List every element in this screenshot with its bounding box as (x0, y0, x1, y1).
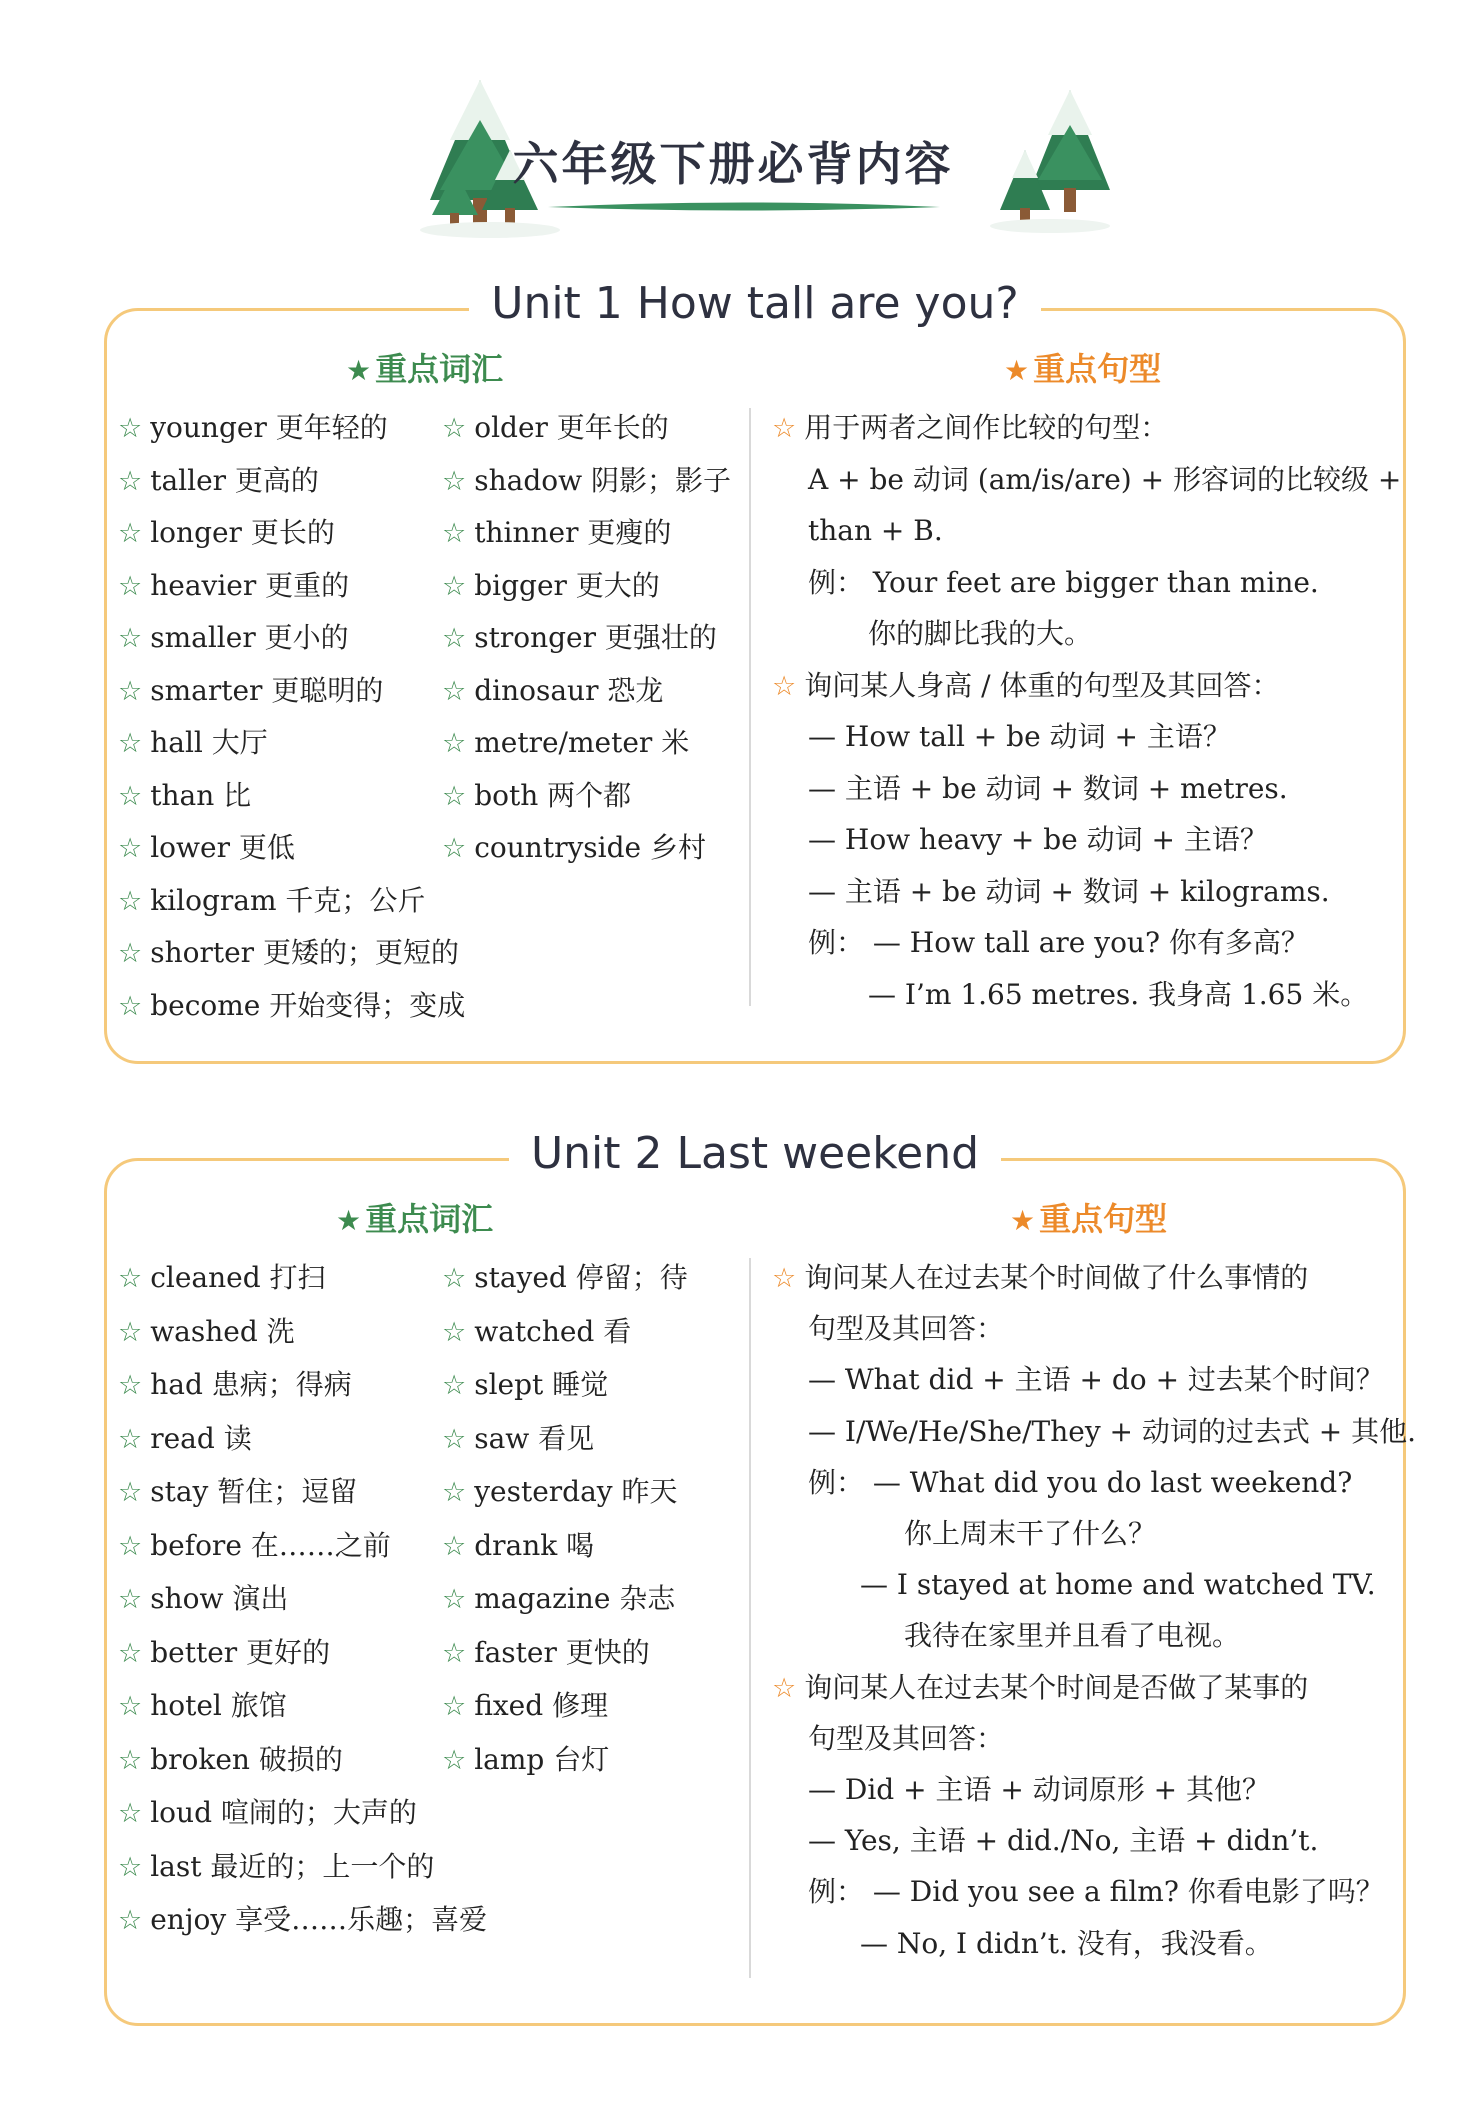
pattern-line (808, 1719, 1004, 1759)
pattern-text: 你的脚比我的大。 (868, 617, 1093, 650)
pattern-line (808, 1412, 1416, 1452)
vocab-text: lamp 台灯 (474, 1742, 610, 1776)
vocab-item (442, 1633, 650, 1674)
vocab-item (118, 513, 335, 554)
vocab-item (442, 1365, 608, 1406)
vocab-text: hotel 旅馆 (150, 1689, 287, 1722)
pattern-title (772, 666, 1279, 707)
title-underline (548, 200, 940, 214)
outline-star-icon: ☆ (442, 1530, 467, 1562)
outline-star-icon: ☆ (442, 780, 467, 812)
outline-star-icon: ☆ (118, 1798, 143, 1829)
vocab-item (118, 1633, 330, 1674)
pattern-text: — I/We/He/She/They + 动词的过去式 + 其他. (808, 1414, 1417, 1448)
outline-star-icon: ☆ (118, 1316, 143, 1348)
vocab-item (118, 933, 459, 974)
outline-star-icon: ☆ (118, 1477, 143, 1508)
solid-star-icon: ★ (1010, 1204, 1036, 1237)
vocab-text: stayed 停留；待 (474, 1261, 688, 1294)
pattern-text: — No, I didn’t. 没有，我没看。 (860, 1926, 1273, 1960)
outline-star-icon: ☆ (118, 1691, 143, 1722)
unit-2-vocab-heading: ★ 重点词汇 (336, 1200, 494, 1238)
vocab-item (118, 828, 295, 869)
pattern-text: — How tall + be 动词 + 主语？ (808, 720, 1231, 753)
page-title: 六年级下册必背内容 (512, 137, 954, 191)
outline-star-icon: ☆ (118, 465, 143, 497)
vocab-item (118, 1740, 343, 1781)
outline-star-icon: ☆ (118, 885, 143, 917)
vocab-text: magazine 杂志 (474, 1582, 676, 1615)
vocab-item (118, 1793, 417, 1834)
outline-star-icon: ☆ (118, 990, 143, 1022)
vocab-text: smarter 更聪明的 (150, 673, 384, 707)
vocab-item (118, 776, 251, 817)
vocab-item (442, 461, 731, 502)
vocab-item (118, 881, 425, 922)
pattern-line (868, 975, 1368, 1015)
pattern-line (808, 872, 1330, 912)
vocab-text: washed 洗 (150, 1314, 295, 1348)
pattern-text: 询问某人身高 / 体重的句型及其回答： (804, 668, 1280, 702)
vocab-text: shadow 阴影；影子 (474, 463, 731, 497)
pattern-text: 询问某人在过去某个时间是否做了某事的 (804, 1670, 1309, 1704)
vocab-text: stay 暂住；逗留 (150, 1475, 358, 1508)
vocab-text: watched 看 (474, 1314, 632, 1348)
vocab-text: metre/meter 米 (474, 726, 690, 759)
vocab-item (442, 1579, 675, 1620)
outline-star-icon: ☆ (118, 1263, 143, 1294)
pattern-text: than + B. (808, 514, 943, 547)
vocab-item (442, 1312, 631, 1353)
pattern-text: — I’m 1.65 metres. 我身高 1.65 米。 (868, 977, 1369, 1011)
outline-star-icon: ☆ (442, 1263, 467, 1294)
pattern-text: 用于两者之间作比较的句型： (804, 411, 1169, 444)
pattern-line (808, 1821, 1318, 1861)
vocab-item (442, 566, 660, 607)
vocab-item (118, 1686, 287, 1727)
outline-star-icon: ☆ (442, 518, 467, 549)
vocab-text: fixed 修理 (474, 1689, 609, 1722)
vocab-text: show 演出 (150, 1582, 289, 1615)
outline-star-icon: ☆ (772, 1263, 797, 1294)
pattern-title (772, 1668, 1308, 1709)
vocab-text: smaller 更小的 (150, 621, 349, 654)
pattern-line (808, 1872, 1384, 1912)
outline-star-icon: ☆ (118, 1905, 143, 1936)
solid-star-icon: ★ (336, 1204, 362, 1237)
pattern-text: — 主语 + be 动词 + 数词 + kilograms. (808, 874, 1330, 908)
vocab-item (442, 618, 717, 659)
outline-star-icon: ☆ (118, 1370, 143, 1401)
outline-star-icon: ☆ (442, 1691, 467, 1722)
unit-2-section (104, 1128, 1417, 2048)
outline-star-icon: ☆ (118, 570, 143, 602)
unit-2-pattern-heading: ★ 重点句型 (1010, 1200, 1168, 1238)
pattern-text: 句型及其回答： (808, 1721, 1005, 1755)
outline-star-icon: ☆ (118, 1637, 143, 1669)
vocab-text: bigger 更大的 (474, 568, 660, 602)
vocab-item (118, 1312, 295, 1353)
vocab-item (118, 566, 349, 607)
vocab-item (442, 1526, 594, 1567)
vocab-item (442, 1258, 688, 1299)
outline-star-icon: ☆ (442, 570, 467, 602)
unit-1-pattern-heading: ★ 重点句型 (1004, 350, 1162, 388)
pattern-text: 例： Your feet are bigger than mine. (808, 565, 1319, 599)
vocab-item (118, 461, 319, 502)
vocab-item (118, 986, 465, 1027)
unit-2-divider (749, 1258, 751, 1978)
vocab-item (118, 1472, 357, 1513)
vocab-text: drank 喝 (474, 1528, 595, 1562)
vocab-text: cleaned 打扫 (150, 1261, 326, 1294)
outline-star-icon: ☆ (118, 1530, 143, 1562)
pattern-text: — I stayed at home and watched TV. (860, 1568, 1376, 1602)
outline-star-icon: ☆ (442, 675, 467, 707)
vocab-text: read 读 (150, 1421, 252, 1455)
vocab-text: heavier 更重的 (150, 568, 350, 602)
pattern-text: — Did + 主语 + 动词原形 + 其他？ (808, 1773, 1271, 1806)
vocab-text: younger 更年轻的 (150, 411, 388, 444)
pattern-line (808, 1360, 1384, 1400)
pattern-text: 询问某人在过去某个时间做了什么事情的 (804, 1261, 1309, 1294)
outline-star-icon: ☆ (442, 1423, 467, 1455)
pattern-text: 你上周末干了什么？ (904, 1517, 1157, 1550)
unit-1-section (104, 278, 1406, 1078)
vocab-item (442, 1740, 609, 1781)
outline-star-icon: ☆ (118, 728, 143, 759)
vocab-text: faster 更快的 (474, 1635, 650, 1669)
vocab-item (118, 1579, 288, 1620)
pattern-text: 句型及其回答： (808, 1312, 1005, 1346)
pattern-line (808, 460, 1401, 500)
vocab-text: taller 更高的 (150, 463, 319, 497)
vocab-item (118, 408, 388, 449)
outline-star-icon: ☆ (442, 728, 467, 759)
vocab-text: broken 破损的 (150, 1742, 343, 1776)
pattern-text: 例： — Did you see a film? 你看电影了吗？ (808, 1875, 1384, 1909)
outline-star-icon: ☆ (442, 1370, 467, 1401)
vocab-item (442, 408, 669, 449)
vocab-text: both 两个都 (474, 778, 632, 812)
pattern-line (808, 1309, 1004, 1349)
vocab-item (442, 671, 663, 712)
pattern-line (868, 614, 1092, 654)
vocab-item (442, 1686, 608, 1727)
solid-star-icon: ★ (1004, 354, 1030, 387)
vocab-item (118, 1419, 252, 1460)
vocab-item (442, 1472, 678, 1513)
outline-star-icon: ☆ (118, 1584, 143, 1615)
pattern-line (808, 1463, 1352, 1503)
outline-star-icon: ☆ (442, 1744, 467, 1776)
outline-star-icon: ☆ (772, 1672, 797, 1704)
vocab-item (442, 513, 671, 554)
vocab-text: countryside 乡村 (474, 831, 706, 864)
pattern-line (808, 511, 943, 551)
pattern-line (808, 820, 1268, 860)
pattern-title (772, 408, 1168, 449)
vocab-text: enjoy 享受……乐趣；喜爱 (150, 1903, 488, 1936)
vocab-item (442, 1419, 594, 1460)
outline-star-icon: ☆ (118, 413, 143, 444)
vocab-item (118, 1365, 352, 1406)
vocab-text: shorter 更矮的；更短的 (150, 936, 459, 969)
vocab-text: slept 睡觉 (474, 1368, 609, 1401)
vocab-item (442, 723, 689, 764)
outline-star-icon: ☆ (118, 1851, 143, 1883)
vocab-item (118, 1847, 434, 1888)
pattern-line (860, 1924, 1273, 1964)
outline-star-icon: ☆ (442, 1637, 467, 1669)
vocab-text: dinosaur 恐龙 (474, 673, 664, 707)
vocab-text: yesterday 昨天 (474, 1475, 678, 1508)
vocab-text: stronger 更强壮的 (474, 621, 717, 654)
outline-star-icon: ☆ (772, 670, 797, 702)
outline-star-icon: ☆ (118, 1423, 143, 1455)
outline-star-icon: ☆ (442, 833, 467, 864)
pattern-line (860, 1565, 1376, 1605)
vocab-text: become 开始变得；变成 (150, 988, 466, 1022)
outline-star-icon: ☆ (442, 1477, 467, 1508)
pattern-text: — 主语 + be 动词 + 数词 + metres. (808, 771, 1288, 805)
outline-star-icon: ☆ (118, 833, 143, 864)
pattern-text: — How heavy + be 动词 + 主语？ (808, 823, 1268, 856)
vocab-text: kilogram 千克；公斤 (150, 883, 426, 917)
vocab-text: thinner 更瘦的 (474, 516, 672, 549)
vocab-text: hall 大厅 (150, 726, 268, 759)
vocab-item (442, 828, 706, 869)
vocab-text: older 更年长的 (474, 411, 669, 444)
pattern-line (808, 563, 1319, 603)
vocab-text: than 比 (150, 778, 252, 812)
vocab-item (118, 1526, 391, 1567)
pattern-text: 例： — How tall are you? 你有多高？ (808, 926, 1309, 959)
outline-star-icon: ☆ (118, 623, 143, 654)
page-header (0, 0, 1466, 260)
pattern-text: — Yes, 主语 + did./No, 主语 + didn’t. (808, 1824, 1319, 1858)
vocab-item (118, 618, 349, 659)
outline-star-icon: ☆ (118, 675, 143, 707)
vocab-item (442, 776, 631, 817)
vocab-item (118, 1900, 487, 1941)
vocab-text: saw 看见 (474, 1421, 595, 1455)
pattern-text: 我待在家里并且看了电视。 (904, 1619, 1241, 1653)
unit-1-heading: Unit 1 How tall are you? (104, 278, 1406, 329)
pattern-text: A + be 动词 (am/is/are) + 形容词的比较级 + (808, 462, 1402, 496)
outline-star-icon: ☆ (442, 413, 467, 444)
vocab-item (118, 671, 383, 712)
vocab-item (118, 1258, 326, 1299)
pattern-title (772, 1258, 1308, 1299)
unit-1-divider (749, 408, 751, 1006)
outline-star-icon: ☆ (118, 938, 143, 969)
vocab-text: longer 更长的 (150, 516, 335, 549)
outline-star-icon: ☆ (118, 518, 143, 549)
outline-star-icon: ☆ (118, 780, 143, 812)
outline-star-icon: ☆ (442, 465, 467, 497)
vocab-text: better 更好的 (150, 1635, 331, 1669)
outline-star-icon: ☆ (772, 413, 797, 444)
outline-star-icon: ☆ (118, 1744, 143, 1776)
pattern-line (904, 1514, 1156, 1554)
pattern-text: 例： — What did you do last weekend? (808, 1465, 1353, 1499)
outline-star-icon: ☆ (442, 623, 467, 654)
pattern-line (904, 1616, 1240, 1656)
pattern-line (808, 769, 1288, 809)
solid-star-icon: ★ (346, 354, 372, 387)
pattern-text: — What did + 主语 + do + 过去某个时间？ (808, 1363, 1384, 1397)
vocab-text: had 患病；得病 (150, 1368, 352, 1401)
vocab-text: before 在……之前 (150, 1528, 391, 1562)
vocab-text: loud 喧闹的；大声的 (150, 1796, 417, 1829)
unit-1-vocab-heading: ★ 重点词汇 (346, 350, 504, 388)
unit-2-heading: Unit 2 Last weekend (104, 1128, 1406, 1179)
outline-star-icon: ☆ (442, 1316, 467, 1348)
vocab-text: lower 更低 (150, 831, 295, 864)
pattern-line (808, 1770, 1270, 1810)
vocab-text: last 最近的；上一个的 (150, 1849, 435, 1883)
pattern-line (808, 717, 1231, 757)
pattern-line (808, 923, 1309, 963)
vocab-item (118, 723, 268, 764)
outline-star-icon: ☆ (442, 1584, 467, 1615)
